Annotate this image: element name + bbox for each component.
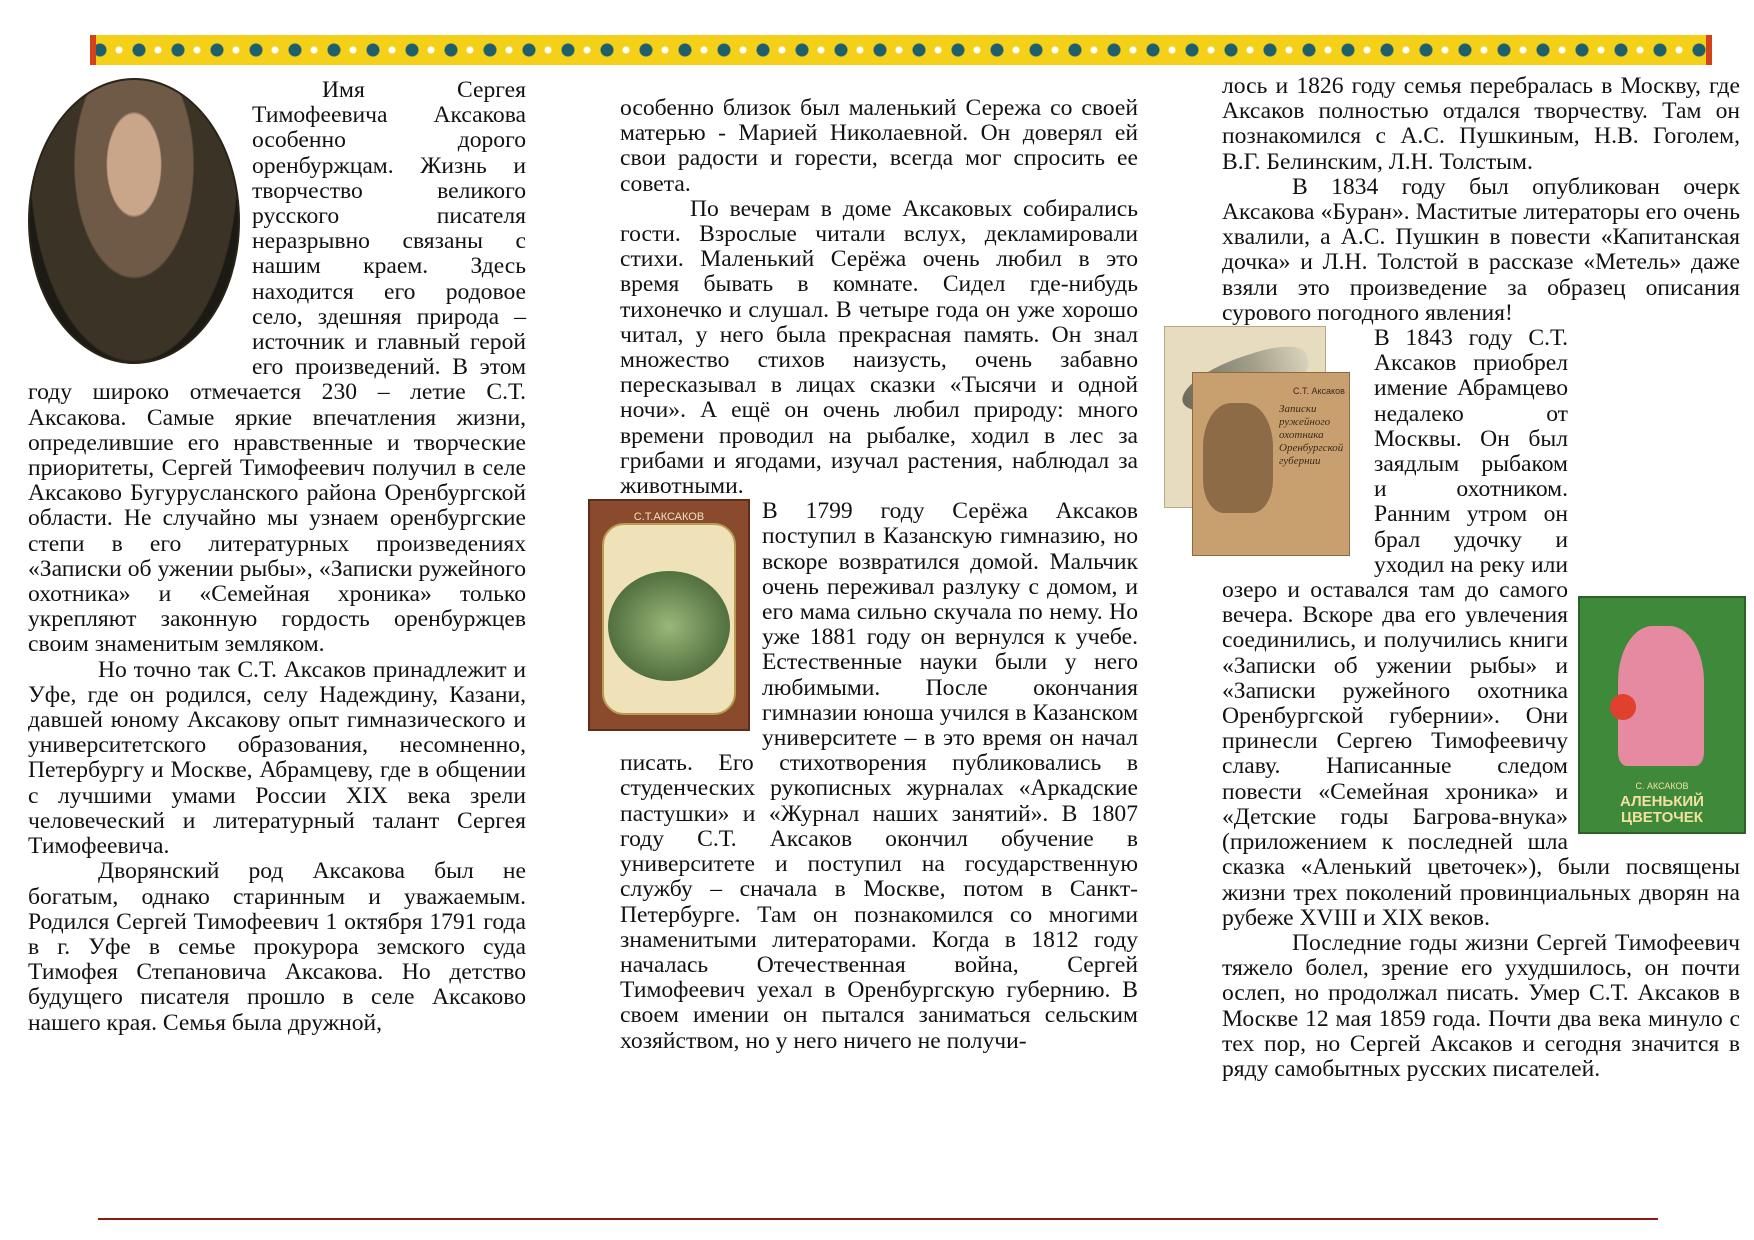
- portrait-figure: [28, 78, 240, 364]
- paragraph: В 1843 году С.Т. Аксаков приобрел имение Абрамцево недалеко от Москвы. Он был заядлым рыбаком и охотником. Ранним утром он брал удочку и уходил на реку или озеро и оставался там до самого вечера. Вскоре два его увлечения соединились, и получились книги «Записки об ужении рыбы» и «Записки ружейного охотника Оренбургской губернии». Они принесли Сергею Тимофеевичу славу. Написанные следом повести «Семейная хроника» и «Детские годы Багрова-внука» (приложением к последней шла сказка «Аленький цветочек»), были посвящены жизни трех поколений провинциальных дворян на рубеже XVIII и XIX веков.: [1222, 325, 1740, 931]
- column-1: [28, 78, 526, 1036]
- ornament-edge-right: [1706, 35, 1712, 65]
- book-title: Записки ружейного охотника Оренбургской губернии: [1279, 403, 1344, 468]
- column-3: [1222, 74, 1740, 1082]
- paragraph: По вечерам в доме Аксаковых собирались гости. Взрослые читали вслух, декламировали стихи. Маленький Серёжа очень любил в это время бывать в комнате. Сидел где-нибудь тихонечко и слушал. В четыре года он уже хорошо читал, у него была прекрасная память. Он знал множество стихов наизусть, очень забавно пересказывал в лицах сказки «Тысячи и одной ночи». А ещё он очень любил природу: много времени проводил на рыбалке, ходил в лес за грибами и ягодами, изучал растения, наблюдал за животными.: [620, 195, 1138, 500]
- book-title: АЛЕНЬКИЙ ЦВЕТОЧЕК: [1620, 793, 1704, 827]
- book-author: С. АКСАКОВ: [1635, 781, 1689, 792]
- paragraph: Дворянский род Аксакова был не богатым, однако старинным и уважаемым. Родился Сергей Тимофеевич 1 октября 1791 года в г. Уфе в семье прокурора земского суда Тимофея Степановича Аксакова. Но детство будущего писателя прошло в селе Аксаково нашего края. Семья была дружной,: [28, 858, 526, 1036]
- book-flower-figure: [1578, 596, 1746, 834]
- portrait-image: [28, 78, 240, 364]
- paragraph: лось и 1826 году семья перебралась в Москву, где Аксаков полностью отдался творчеству. Там он познакомился с А.С. Пушкиным, Н.В. Гоголем, В.Г. Белинским, Л.Н. Толстым.: [1222, 73, 1740, 175]
- bottom-rule: [98, 1218, 1658, 1220]
- book-cover-image: [1164, 326, 1348, 554]
- book-author: С.Т. Аксаков: [1293, 386, 1345, 397]
- book-cover-image: [588, 499, 750, 731]
- book-author: С.Т.АКСАКОВ: [633, 511, 705, 524]
- paragraph: В 1834 году был опубликован очерк Аксакова «Буран». Маститые литераторы его очень хвалили, а А.С. Пушкин в повести «Капитанская дочка» и Л.Н. Толстой в рассказе «Метель» даже взяли это произведение за образец описания сурового погодного явления!: [1222, 173, 1740, 326]
- paragraph: Последние годы жизни Сергей Тимофеевич тяжело болел, зрение его ухудшилось, он почти ослеп, но продолжал писать. Умер С.Т. Аксаков в Москве 12 мая 1859 года. Почти два века минуло с тех пор, но Сергей Аксаков и сегодня значится в ряду самобытных русских писателей.: [1222, 929, 1740, 1082]
- ornament-edge-left: [90, 35, 96, 65]
- ornament-band: [90, 35, 1712, 65]
- book-hunter-figure: [1164, 326, 1362, 554]
- paragraph: Имя Сергея Тимофеевича Аксакова особенно дорого оренбуржцам. Жизнь и творчество великого русского писателя неразрывно связаны с нашим краем. Здесь находится его родовое село, здешняя природа – источник и главный герой его произведений. В этом году широко отмечается 230 – летие С.Т. Аксакова. Самые яркие впечатления жизни, определившие его нравственные и творческие приоритеты, Сергей Тимофеевич получил в селе Аксаково Бугурусланского района Оренбургской области. Не случайно мы узнаем оренбургские степи в его литературных произведениях «Записки об ужении рыбы», «Записки ружейного охотника» и «Семейная хроника» только укрепляют законную гордость оренбуржцев своим знаменитым земляком.: [28, 77, 526, 658]
- paragraph: В 1799 году Серёжа Аксаков поступил в Казанскую гимназию, но вскоре возвратился домой. Мальчик очень переживал разлуку с домом, и его мама сильно скучала по нему. Но уже 1881 году он вернулся к учебе. Естественные науки были у него любимыми. После окончания гимназии юноша учился в Казанском университете – в это время он начал писать. Его стихотворения публиковались в студенческих рукописных журналах «Аркадские пастушки» и «Журнал наших занятий». В 1807 году С.Т. Аксаков окончил обучение в университете и поступил на государственную службу – сначала в Москве, потом в Санкт-Петербурге. Там он познакомился со многими знаменитыми литераторами. Когда в 1812 году началась Отечественная война, Сергей Тимофеевич уехал в Оренбургскую губернию. В своем имении он пытался заниматься сельским хозяйством, но у него ничего не получи-: [620, 498, 1138, 1054]
- paragraph: особенно близок был маленький Сережа со своей матерью - Марией Николаевной. Он доверял ей свои радости и горести, всегда мог спросить ее совета.: [620, 95, 1138, 197]
- book-cover-image: [1578, 596, 1746, 834]
- book-childhood-figure: [588, 499, 750, 731]
- paragraph: Но точно так С.Т. Аксаков принадлежит и Уфе, где он родился, селу Надеждину, Казани, давшей юному Аксакову опыт гимназического и университетского образования, несомненно, Петербургу и Москве, Абрамцеву, где в общении с лучшими умами России XIX века зрели человеческий и литературный талант Сергея Тимофеевича.: [28, 656, 526, 860]
- column-2: [620, 96, 1138, 1054]
